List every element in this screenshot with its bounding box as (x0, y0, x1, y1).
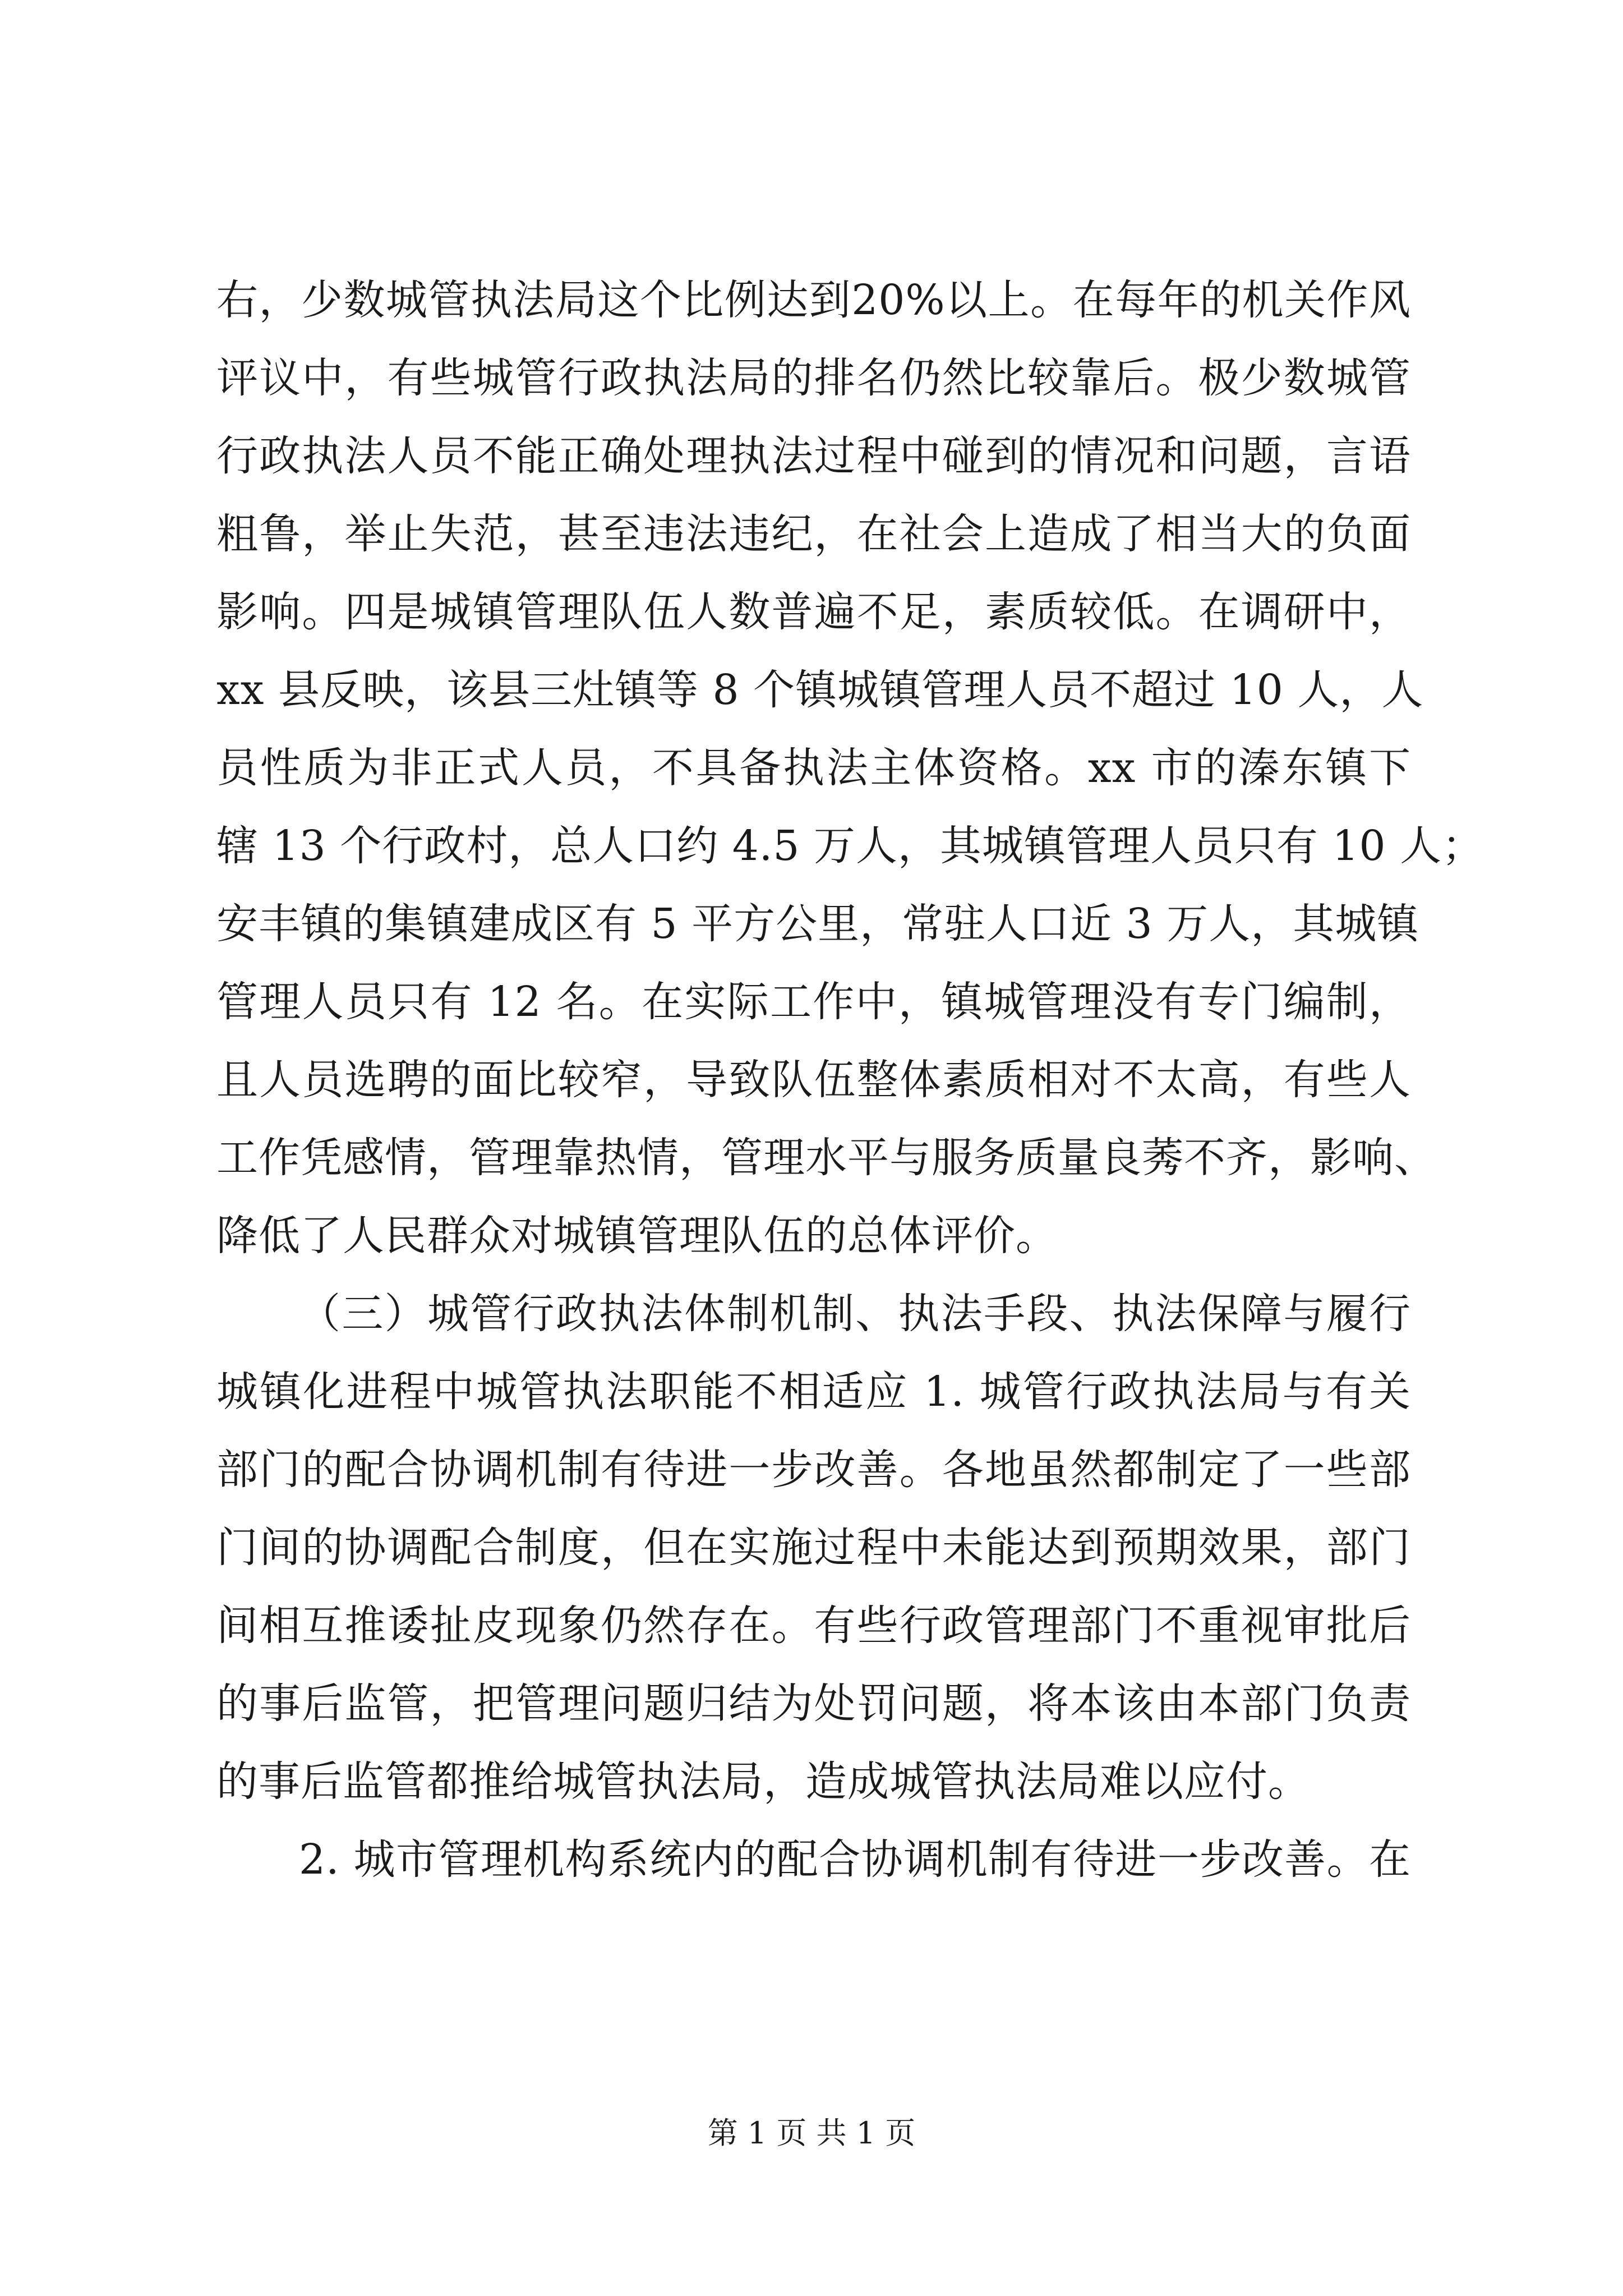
text-line: 管理人员只有 12 名。在实际工作中，镇城管理没有专门编制， (216, 978, 1411, 1026)
section-heading-line: （三）城管行政执法体制机制、执法手段、执法保障与履行 (299, 1290, 1411, 1338)
text-line: 影响。四是城镇管理队伍人数普遍不足，素质较低。在调研中， (216, 588, 1411, 636)
text-line: 工作凭感情，管理靠热情，管理水平与服务质量良莠不齐，影响、 (216, 1134, 1436, 1182)
text-line: 评议中，有些城管行政执法局的排名仍然比较靠后。极少数城管 (216, 354, 1411, 402)
text-line: 2. 城市管理机构系统内的配合协调机制有待进一步改善。在 (299, 1835, 1411, 1884)
text-line: 城镇化进程中城管执法职能不相适应 1. 城管行政执法局与有关 (216, 1368, 1411, 1416)
text-line: 粗鲁，举止失范，甚至违法违纪，在社会上造成了相当大的负面 (216, 510, 1411, 558)
text-line: 间相互推诿扯皮现象仍然存在。有些行政管理部门不重视审批后 (216, 1602, 1411, 1650)
text-line: 右，少数城管执法局这个比例达到20%以上。在每年的机关作风 (216, 276, 1411, 324)
text-line: 的事后监管，把管理问题归结为处罚问题，将本该由本部门负责 (216, 1680, 1411, 1728)
text-line: 行政执法人员不能正确处理执法过程中碰到的情况和问题，言语 (216, 432, 1411, 480)
text-line: 辖 13 个行政村，总人口约 4.5 万人，其城镇管理人员只有 10 人； (216, 822, 1484, 870)
text-line: 降低了人民群众对城镇管理队伍的总体评价。 (216, 1212, 1058, 1260)
text-line: 且人员选聘的面比较窄，导致队伍整体素质相对不太高，有些人 (216, 1056, 1411, 1104)
text-line: 的事后监管都推给城管执法局，造成城管执法局难以应付。 (216, 1757, 1310, 1806)
text-line: 部门的配合协调机制有待进一步改善。各地虽然都制定了一些部 (216, 1446, 1411, 1494)
text-line: 门间的协调配合制度，但在实施过程中未能达到预期效果，部门 (216, 1524, 1411, 1572)
text-line: xx 县反映，该县三灶镇等 8 个镇城镇管理人员不超过 10 人，人 (216, 666, 1424, 714)
text-line: 员性质为非正式人员，不具备执法主体资格。xx 市的溱东镇下 (216, 744, 1411, 792)
text-line: 安丰镇的集镇建成区有 5 平方公里，常驻人口近 3 万人，其城镇 (216, 900, 1419, 948)
page-footer: 第 1 页 共 1 页 (707, 2115, 916, 2151)
